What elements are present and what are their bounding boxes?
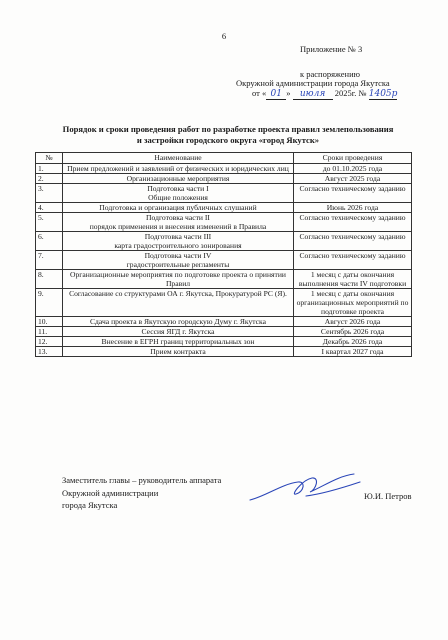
table-row [36,232,412,251]
row-term: Согласно техническому заданию [294,213,412,232]
row-term: Август 2026 года [294,317,412,327]
row-name: Организационные мероприятия [63,174,294,184]
row-name: Согласование со структурами ОА г. Якутска, Прокуратурой РС (Я). [63,289,294,317]
date-day-handwritten: 01 [270,89,282,99]
row-number: 4. [36,203,63,213]
signatory-name: Ю.И. Петров [364,491,412,501]
row-number: 8. [36,270,63,289]
table-row [36,327,412,337]
signatory-line-2: Окружной администрации [62,487,159,498]
schedule-table [35,152,412,357]
row-number: 9. [36,289,63,317]
row-term: 1 месяц с даты окончания выполнения части IV подготовки [294,270,412,289]
signatory-title [62,474,221,512]
row-number: 10. [36,317,63,327]
row-term: Август 2025 года [294,174,412,184]
table-row [36,164,412,174]
date-prefix: от « [252,88,267,98]
row-term: Сентябрь 2026 года [294,327,412,337]
row-term: Согласно техническому заданию [294,251,412,270]
row-name: Подготовка части IV градостроительные регламенты [63,251,294,270]
row-term: Согласно техническому заданию [294,232,412,251]
row-name: Подготовка части I Общие положения [63,184,294,203]
row-term: 1 месяц с даты окончания организационных мероприятий по подготовке проекта [294,289,412,317]
date-year: 2025г. № [334,88,367,98]
title-line-2: и застройки городского округа «город Якутск» [136,135,320,145]
signatory-line-1: Заместитель главы – руководитель аппарата [62,475,222,485]
appendix-label: Приложение № 3 [300,44,363,54]
order-date-line [252,88,397,100]
table-row [36,251,412,270]
signatory-line-3: города Якутска [62,500,118,510]
row-name: Прием контракта [63,347,294,357]
row-number: 1. [36,164,63,174]
document-title [28,124,428,146]
row-term: Декабрь 2026 года [294,337,412,347]
date-mid: » [286,88,291,98]
header-term: Сроки проведения [294,153,412,164]
table-row [36,203,412,213]
row-term: Июнь 2026 года [294,203,412,213]
table-row [36,174,412,184]
row-number: 12. [36,337,63,347]
row-name: Прием предложений и заявлений от физических и юридических лиц [63,164,294,174]
date-month-field [293,89,333,100]
table-row [36,317,412,327]
table-row [36,270,412,289]
row-number: 6. [36,232,63,251]
row-number: 2. [36,174,63,184]
row-name: Подготовка части II порядок применения и внесения изменений в Правила [63,213,294,232]
date-day-field [266,89,286,100]
row-term: Согласно техническому заданию [294,184,412,203]
order-label: к распоряжению [300,69,360,79]
table-row [36,289,412,317]
administration-label: Окружной администрации города Якутска [236,78,390,88]
table-header-row [36,153,412,164]
header-number: № [36,153,63,164]
handwritten-signature [246,470,364,510]
row-name: Подготовка части III карта градостроительного зонирования [63,232,294,251]
row-number: 7. [36,251,63,270]
row-term: до 01.10.2025 года [294,164,412,174]
row-name: Внесение в ЕГРН границ территориальных зон [63,337,294,347]
row-name: Сдача проекта в Якутскую городскую Думу г. Якутска [63,317,294,327]
row-name: Подготовка и организация публичных слушаний [63,203,294,213]
row-number: 3. [36,184,63,203]
table-row [36,347,412,357]
row-number: 13. [36,347,63,357]
header-name: Наименование [63,153,294,164]
table-row [36,337,412,347]
row-number: 11. [36,327,63,337]
order-number-field [369,89,397,100]
table-row [36,213,412,232]
row-name: Сессия ЯГД г. Якутска [63,327,294,337]
row-number: 5. [36,213,63,232]
page-number: 6 [221,31,227,41]
row-term: I квартал 2027 года [294,347,412,357]
table-row [36,184,412,203]
order-number-handwritten: 1405р [368,89,398,99]
row-name: Организационные мероприятия по подготовке проекта о принятии Правил [63,270,294,289]
date-month-handwritten: июля [299,89,326,99]
title-line-1: Порядок и сроки проведения работ по разработке проекта правил землепользования [62,124,394,134]
